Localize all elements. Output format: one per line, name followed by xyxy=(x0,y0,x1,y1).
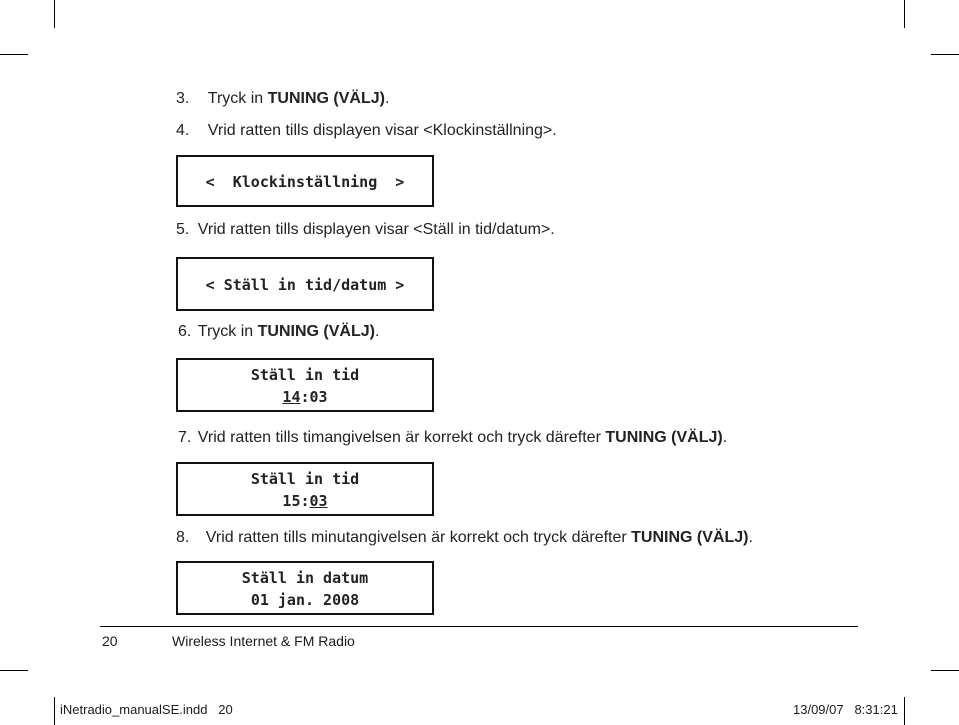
crop-mark-bottom-right-horizontal xyxy=(931,670,959,671)
display-line-1: Ställ in tid xyxy=(250,470,360,488)
step-punct: . xyxy=(748,529,753,546)
display-line-1: Ställ in datum xyxy=(241,569,369,587)
display-set-date xyxy=(176,561,434,615)
step-text: Vrid ratten tills timangivelsen är korrekt och tryck därefter xyxy=(197,429,606,446)
display-line-2 xyxy=(178,490,432,512)
step-number: 6. xyxy=(178,323,192,340)
step-text: Tryck in xyxy=(207,90,268,107)
footer-title: Wireless Internet & FM Radio xyxy=(172,633,355,649)
display-line: < Klockinställning > xyxy=(205,173,405,191)
step-punct: . xyxy=(374,323,380,340)
display-line-2 xyxy=(178,386,432,408)
step-text: Vrid ratten tills displayen visar <Klockinställning>. xyxy=(207,122,557,139)
step-text: Vrid ratten tills displayen visar <Ställ in tid/datum>. xyxy=(197,221,555,238)
step-5 xyxy=(176,221,555,239)
hour-value: 14 xyxy=(282,388,301,406)
slug-datetime: 13/09/07 8:31:21 xyxy=(793,702,898,717)
step-number: 3. xyxy=(176,90,190,107)
display-set-time-hour xyxy=(176,358,434,412)
display-clock-settings xyxy=(176,155,434,207)
step-number: 4. xyxy=(176,122,190,139)
step-punct: . xyxy=(384,90,390,107)
step-6 xyxy=(178,323,379,341)
step-text: Vrid ratten tills minutangivelsen är korrekt och tryck därefter xyxy=(205,529,632,546)
crop-mark-top-left xyxy=(54,0,55,28)
step-key: TUNING (VÄLJ) xyxy=(257,323,375,340)
display-line-1: Ställ in tid xyxy=(250,366,360,384)
footer-rule xyxy=(100,626,858,627)
step-punct: . xyxy=(722,429,728,446)
slug-filename: iNetradio_manualSE.indd 20 xyxy=(60,702,233,717)
minute-value: :03 xyxy=(300,388,328,406)
step-number: 5. xyxy=(176,221,190,238)
page-number: 20 xyxy=(102,633,118,649)
minute-value: 03 xyxy=(309,492,328,510)
display-line-2: 01 jan. 2008 xyxy=(250,591,360,609)
crop-mark-bottom-left xyxy=(54,697,55,725)
display-set-time-minute xyxy=(176,462,434,516)
step-7 xyxy=(178,429,727,447)
crop-mark-top-right xyxy=(904,0,905,28)
display-line: < Ställ in tid/datum > xyxy=(205,276,405,294)
step-text: Tryck in xyxy=(197,323,258,340)
step-4 xyxy=(176,122,557,140)
step-key: TUNING (VÄLJ) xyxy=(631,529,749,546)
step-number: 8. xyxy=(176,529,190,546)
step-key: TUNING (VÄLJ) xyxy=(267,90,385,107)
hour-value: 15: xyxy=(282,492,310,510)
display-set-time-date xyxy=(176,257,434,311)
crop-mark-bottom-left-horizontal xyxy=(0,670,28,671)
step-number: 7. xyxy=(178,429,192,446)
crop-mark-top-right-horizontal xyxy=(931,54,959,55)
step-8 xyxy=(176,529,753,547)
step-3 xyxy=(176,90,389,108)
crop-mark-bottom-right xyxy=(904,697,905,725)
crop-mark-top-left-horizontal xyxy=(0,54,28,55)
step-key: TUNING (VÄLJ) xyxy=(605,429,723,446)
